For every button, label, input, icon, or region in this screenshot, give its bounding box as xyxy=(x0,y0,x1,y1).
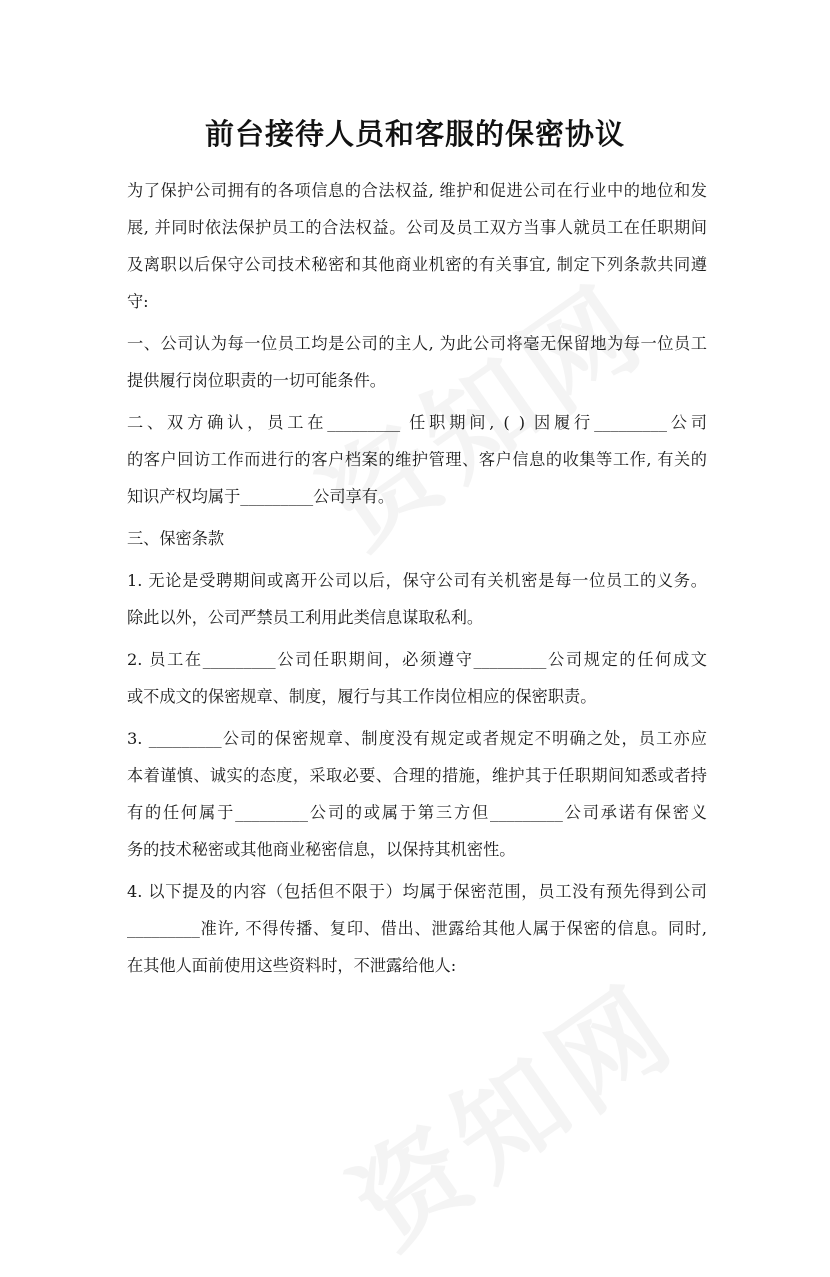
paragraph xyxy=(127,873,707,984)
paragraph xyxy=(127,562,707,636)
text-line: 在其他人面前使用这些资料时，不泄露给他人: xyxy=(127,956,457,975)
text-line: _________准许, 不得传播、复印、借出、泄露给其他人属于保密的信息。同时, xyxy=(127,919,707,938)
text-line: 及离职以后保守公司技术秘密和其他商业机密的有关事宜, 制定下列条款共同遵 xyxy=(127,255,707,274)
text-line: 一、公司认为每一位员工均是公司的主人, 为此公司将毫无保留地为每一位员工 xyxy=(127,334,707,353)
text-line: 4. 以下提及的内容（包括但不限于）均属于保密范围，员工没有预先得到公司 xyxy=(127,882,707,901)
text-line: 知识产权均属于_________公司享有。 xyxy=(127,487,395,506)
text-line: 提供履行岗位职责的一切可能条件。 xyxy=(127,371,386,390)
text-line: 有的任何属于_________公司的或属于第三方但_________公司承诺有保密义 xyxy=(127,803,707,822)
text-line: 除此以外，公司严禁员工利用此类信息谋取私利。 xyxy=(127,608,484,627)
text-line: 二、双方确认，员工在_________ 任职期间, ( ) 因履行_________公司 xyxy=(127,413,707,432)
text-line: 务的技术秘密或其他商业秘密信息，以保持其机密性。 xyxy=(127,840,516,859)
paragraph xyxy=(127,641,707,715)
paragraph xyxy=(127,172,707,320)
text-line: 守: xyxy=(127,292,149,311)
paragraph xyxy=(127,404,707,515)
text-line: 展, 并同时依法保护员工的合法权益。公司及员工双方当事人就员工在任职期间 xyxy=(127,218,707,237)
text-line: 或不成文的保密规章、制度，履行与其工作岗位相应的保密职责。 xyxy=(127,687,597,706)
watermark xyxy=(317,941,703,1277)
text-line: 为了保护公司拥有的各项信息的合法权益, 维护和促进公司在行业中的地位和发 xyxy=(127,181,707,200)
paragraph xyxy=(127,325,707,399)
text-line: 本着谨慎、诚实的态度，采取必要、合理的措施，维护其于任职期间知悉或者持 xyxy=(127,766,707,785)
document-body xyxy=(127,172,707,984)
text-line: 3. _________公司的保密规章、制度没有规定或者规定不明确之处，员工亦应 xyxy=(127,729,707,748)
text-line: 三、保密条款 xyxy=(127,529,225,548)
text-line: 的客户回访工作而进行的客户档案的维护管理、客户信息的收集等工作, 有关的 xyxy=(127,450,707,469)
text-line: 2. 员工在_________公司任职期间，必须遵守_________公司规定的任何成文 xyxy=(127,650,707,669)
document-title: 前台接待人员和客服的保密协议 xyxy=(204,117,625,151)
paragraph xyxy=(127,720,707,868)
paragraph xyxy=(127,520,707,557)
text-line: 1. 无论是受聘期间或离开公司以后，保守公司有关机密是每一位员工的义务。 xyxy=(127,571,707,590)
